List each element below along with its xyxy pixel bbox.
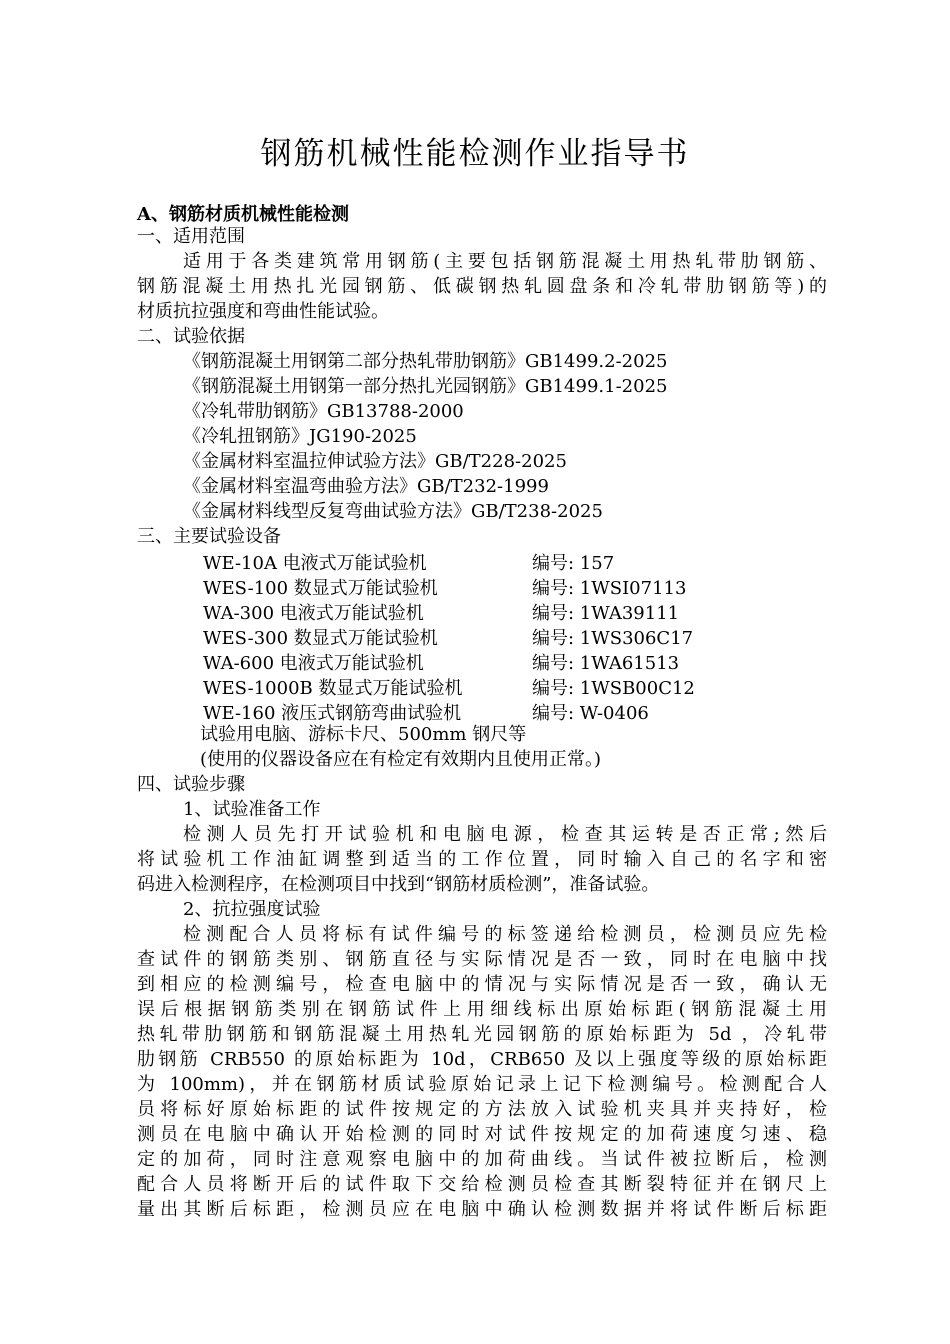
equipment-code: 编号: W-0406 (532, 703, 649, 724)
paragraph-line: 码进入检测程序，在检测项目中找到“钢筋材质检测”，准备试验。 (137, 874, 660, 895)
equipment-name: WES-100 数显式万能试验机 (203, 578, 438, 599)
standard-reference: 《金属材料线型反复弯曲试验方法》GB/T238-2025 (183, 501, 603, 522)
paragraph-line: 测员在电脑中确认开始检测的同时对试件按规定的加荷速度匀速、稳 (137, 1124, 827, 1145)
subsection-heading: 1、试验准备工作 (183, 799, 321, 820)
standard-reference: 《金属材料室温拉伸试验方法》GB/T228-2025 (183, 451, 567, 472)
equipment-code: 编号: 157 (532, 553, 615, 574)
equipment-code: 编号: 1WSI07113 (532, 578, 687, 599)
standard-reference: 《冷轧扭钢筋》JG190-2025 (183, 426, 417, 447)
paragraph-line: 查试件的钢筋类别、钢筋直径与实际情况是否一致，同时在电脑中找 (137, 949, 827, 970)
equipment-note: (使用的仪器设备应在有检定有效期内且使用正常。) (200, 749, 602, 770)
standard-reference: 《钢筋混凝土用钢第一部分热扎光园钢筋》GB1499.1-2025 (183, 376, 668, 397)
equipment-name: WA-600 电液式万能试验机 (203, 653, 424, 674)
paragraph-line: 误后根据钢筋类别在钢筋试件上用细线标出原始标距(钢筋混凝土用 (137, 999, 827, 1020)
standard-reference: 《金属材料室温弯曲验方法》GB/T232-1999 (183, 476, 549, 497)
equipment-name: WES-300 数显式万能试验机 (203, 628, 438, 649)
section-2-heading: 二、试验依据 (137, 326, 245, 347)
equipment-name: WE-160 液压式钢筋弯曲试验机 (203, 703, 462, 724)
paragraph-line: 热轧带肋钢筋和钢筋混凝土用热轧光园钢筋的原始标距为 5d ，冷轧带 (137, 1024, 827, 1045)
standard-reference: 《钢筋混凝土用钢第二部分热轧带肋钢筋》GB1499.2-2025 (183, 351, 668, 372)
scope-line: 钢筋混凝土用热扎光园钢筋、低碳钢热轧圆盘条和冷轧带肋钢筋等)的 (137, 276, 827, 297)
equipment-name: WE-10A 电液式万能试验机 (203, 553, 427, 574)
section-4-heading: 四、试验步骤 (137, 774, 245, 795)
paragraph-line: 配合人员将断开后的试件取下交给检测员检查其断裂特征并在钢尺上 (137, 1174, 827, 1195)
paragraph-line: 为 100mm)，并在钢筋材质试验原始记录上记下检测编号。检测配合人 (137, 1074, 827, 1095)
equipment-code: 编号: 1WSB00C12 (532, 678, 695, 699)
paragraph-line: 量出其断后标距，检测员应在电脑中确认检测数据并将试件断后标距 (137, 1199, 827, 1220)
section-1-heading: 一、适用范围 (137, 226, 245, 247)
scope-line: 适用于各类建筑常用钢筋(主要包括钢筋混凝土用热轧带肋钢筋、 (183, 251, 827, 272)
subsection-heading: 2、抗拉强度试验 (183, 899, 321, 920)
paragraph-line: 将试验机工作油缸调整到适当的工作位置，同时输入自己的名字和密 (137, 849, 827, 870)
paragraph-line: 检测人员先打开试验机和电脑电源，检查其运转是否正常;然后 (183, 824, 827, 845)
paragraph-line: 到相应的检测编号，检查电脑中的情况与实际情况是否一致，确认无 (137, 974, 827, 995)
equipment-code: 编号: 1WS306C17 (532, 628, 694, 649)
equipment-name: WES-1000B 数显式万能试验机 (203, 678, 463, 699)
paragraph-line: 员将标好原始标距的试件按规定的方法放入试验机夹具并夹持好，检 (137, 1099, 827, 1120)
paragraph-line: 定的加荷，同时注意观察电脑中的加荷曲线。当试件被拉断后，检测 (137, 1149, 827, 1170)
equipment-extra: 试验用电脑、游标卡尺、500mm 钢尺等 (200, 724, 527, 745)
paragraph-line: 肋钢筋 CRB550 的原始标距为 10d，CRB650 及以上强度等级的原始标距 (137, 1049, 827, 1070)
document-title: 钢筋机械性能检测作业指导书 (260, 136, 690, 172)
equipment-name: WA-300 电液式万能试验机 (203, 603, 424, 624)
section-a-heading: A、钢筋材质机械性能检测 (137, 204, 349, 225)
scope-line: 材质抗拉强度和弯曲性能试验。 (137, 301, 389, 322)
equipment-code: 编号: 1WA61513 (532, 653, 680, 674)
paragraph-line: 检测配合人员将标有试件编号的标签递给检测员，检测员应先检 (183, 924, 827, 945)
equipment-code: 编号: 1WA39111 (532, 603, 680, 624)
standard-reference: 《冷轧带肋钢筋》GB13788-2000 (183, 401, 464, 422)
section-3-heading: 三、主要试验设备 (137, 526, 281, 547)
